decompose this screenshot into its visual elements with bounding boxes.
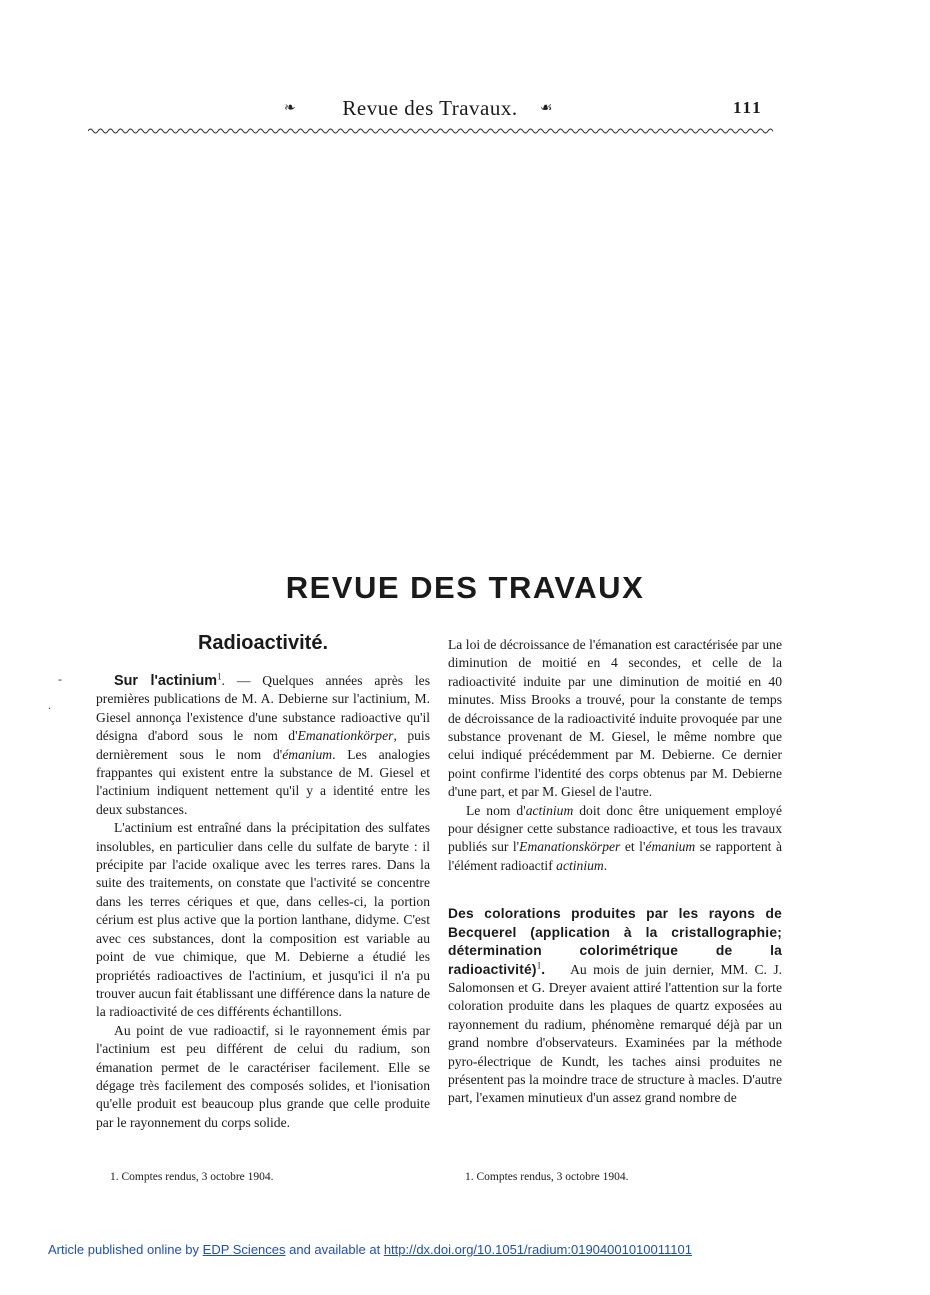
margin-mark: . (48, 698, 51, 712)
footnote-left: 1. Comptes rendus, 3 octobre 1904. (110, 1171, 274, 1183)
main-title: REVUE DES TRAVAUX (285, 570, 645, 605)
article1-paragraph-3: Au point de vue radioactif, si le rayonnement émis par l'actinium est peu différent de celui du radium, son émanation permet de le caractériser facilement. Elle se dégage très facilement des composés solides, et l'ionisation qu'elle produit est beaucoup plus grande que celle produite par le rayonnement du corps solide. (96, 1022, 430, 1130)
publisher-middle: and available at (285, 1242, 384, 1257)
article1-text: doit donc être uniquement employé pour désigner cette substance radioactive, et tous les travaux publiés sur l' (448, 802, 782, 855)
article1-text: . — Quelques années après les premières publications de M. A. Debierne sur l'actinium, M. Giesel annonça l'existence d'une substance radioactive qu'il désigna d'abord sous le nom d' (96, 673, 430, 744)
article2-text: Au mois de juin dernier, MM. C. J. Salomonsen et G. Dreyer avaient attiré l'attention sur la forte coloration produite dans les plaques de quartz exposées au rayonnement du radium, phénomène remarqué déjà par un grand nombre d'observateurs. Examinées par la méthode pyro-électrique de Kundt, les taches ainsi produites ne présentent pas la moindre trace de structure à macles. D'autre part, l'examen minutieux d'un assez grand nombre de (448, 961, 783, 1106)
section-heading: Radioactivité. (197, 632, 329, 654)
spacer (448, 875, 782, 897)
ornament-left-icon: ❧ (284, 101, 296, 116)
left-column (96, 672, 430, 1132)
article1-paragraph-2: L'actinium est entraîné dans la précipitation des sulfates insolubles, en particulier dans celle du sulfate de baryte : il précipite par l'acide oxalique avec les terres rares. Dans la suite des traitements, on constate que l'activité se concentre dans les terres cériques et que, dans celles-ci, la portion cérium est plus active que la portion lanthane, didyme. C'est avec ces substances, dont la composition est variable au point de vue chimique, que M. Debierne a étudié les propriétés radioactives de l'actinium, et jusqu'ici il n'a pu trouver aucun fait établissant une différence dans la nature de la radioactivité de ces différents échantillons. (96, 820, 430, 1020)
doi-link[interactable]: http://dx.doi.org/10.1051/radium:01904001010011101 (383, 1242, 692, 1257)
article1-text: , puis dernièrement sous le nom d' (96, 728, 430, 762)
ornament-right-icon: ☙ (540, 101, 553, 116)
article1-text: . Les analogies frappantes qui existent entre la substance de M. Giesel et l'actinium indiquent nettement qu'il y a identité entre les deux substances. (96, 746, 430, 817)
footnote-ref: 1 (536, 959, 542, 970)
publisher-line (48, 1242, 692, 1257)
article1-text: se rapportent à l'élément radioactif (448, 839, 782, 873)
article1-italic-term: émanium (645, 839, 696, 855)
publisher-link[interactable]: EDP Sciences (202, 1242, 286, 1257)
article1-italic-term: actinium (525, 802, 574, 818)
publisher-prefix: Article published online by (48, 1242, 203, 1257)
wavy-rule-divider (88, 126, 773, 136)
page-number: 111 (733, 98, 763, 117)
article1-text: Le nom d' (466, 802, 526, 818)
right-column (448, 636, 782, 1108)
article1-paragraph-1 (96, 672, 430, 819)
article2-paragraph (448, 905, 782, 1107)
article1-italic-term: Emanationkörper (297, 728, 394, 744)
running-head-title: Revue des Travaux. (342, 96, 518, 120)
article1-italic-term: actinium (556, 857, 604, 873)
article2-title: Des colorations produites par les rayons de Becquerel (application à la cristallographie; détermination colorimétrique de la radioactivité) (448, 906, 782, 977)
article1-text: . (603, 857, 608, 873)
article1-italic-term: Emanationskörper (519, 839, 621, 855)
running-head (0, 96, 930, 122)
article1-text: et l' (620, 839, 646, 855)
article1-runin-title: Sur l'actinium (114, 673, 218, 689)
footnote-ref: 1 (217, 671, 222, 682)
article1-paragraph-5 (448, 802, 782, 876)
article2-title-end: . (541, 961, 546, 977)
margin-mark: - (58, 672, 62, 686)
article1-italic-term: émanium (282, 746, 333, 762)
article1-paragraph-4: La loi de décroissance de l'émanation est caractérisée par une diminution de moitié en 4 secondes, et celle de la radioactivité induite par une diminution de moitié en 40 minutes. Miss Brooks a trouvé, pour la constante de temps de décroissance de la radioactivité induite provoquée par une substance provenant de M. Giesel, le même nombre que celui indiqué précédemment par M. Debierne. Ce dernier point confirme l'identité des corps obtenus par M. Debierne d'une part, et par M. Giesel de l'autre. (448, 637, 782, 800)
footnote-right: 1. Comptes rendus, 3 octobre 1904. (465, 1171, 629, 1183)
